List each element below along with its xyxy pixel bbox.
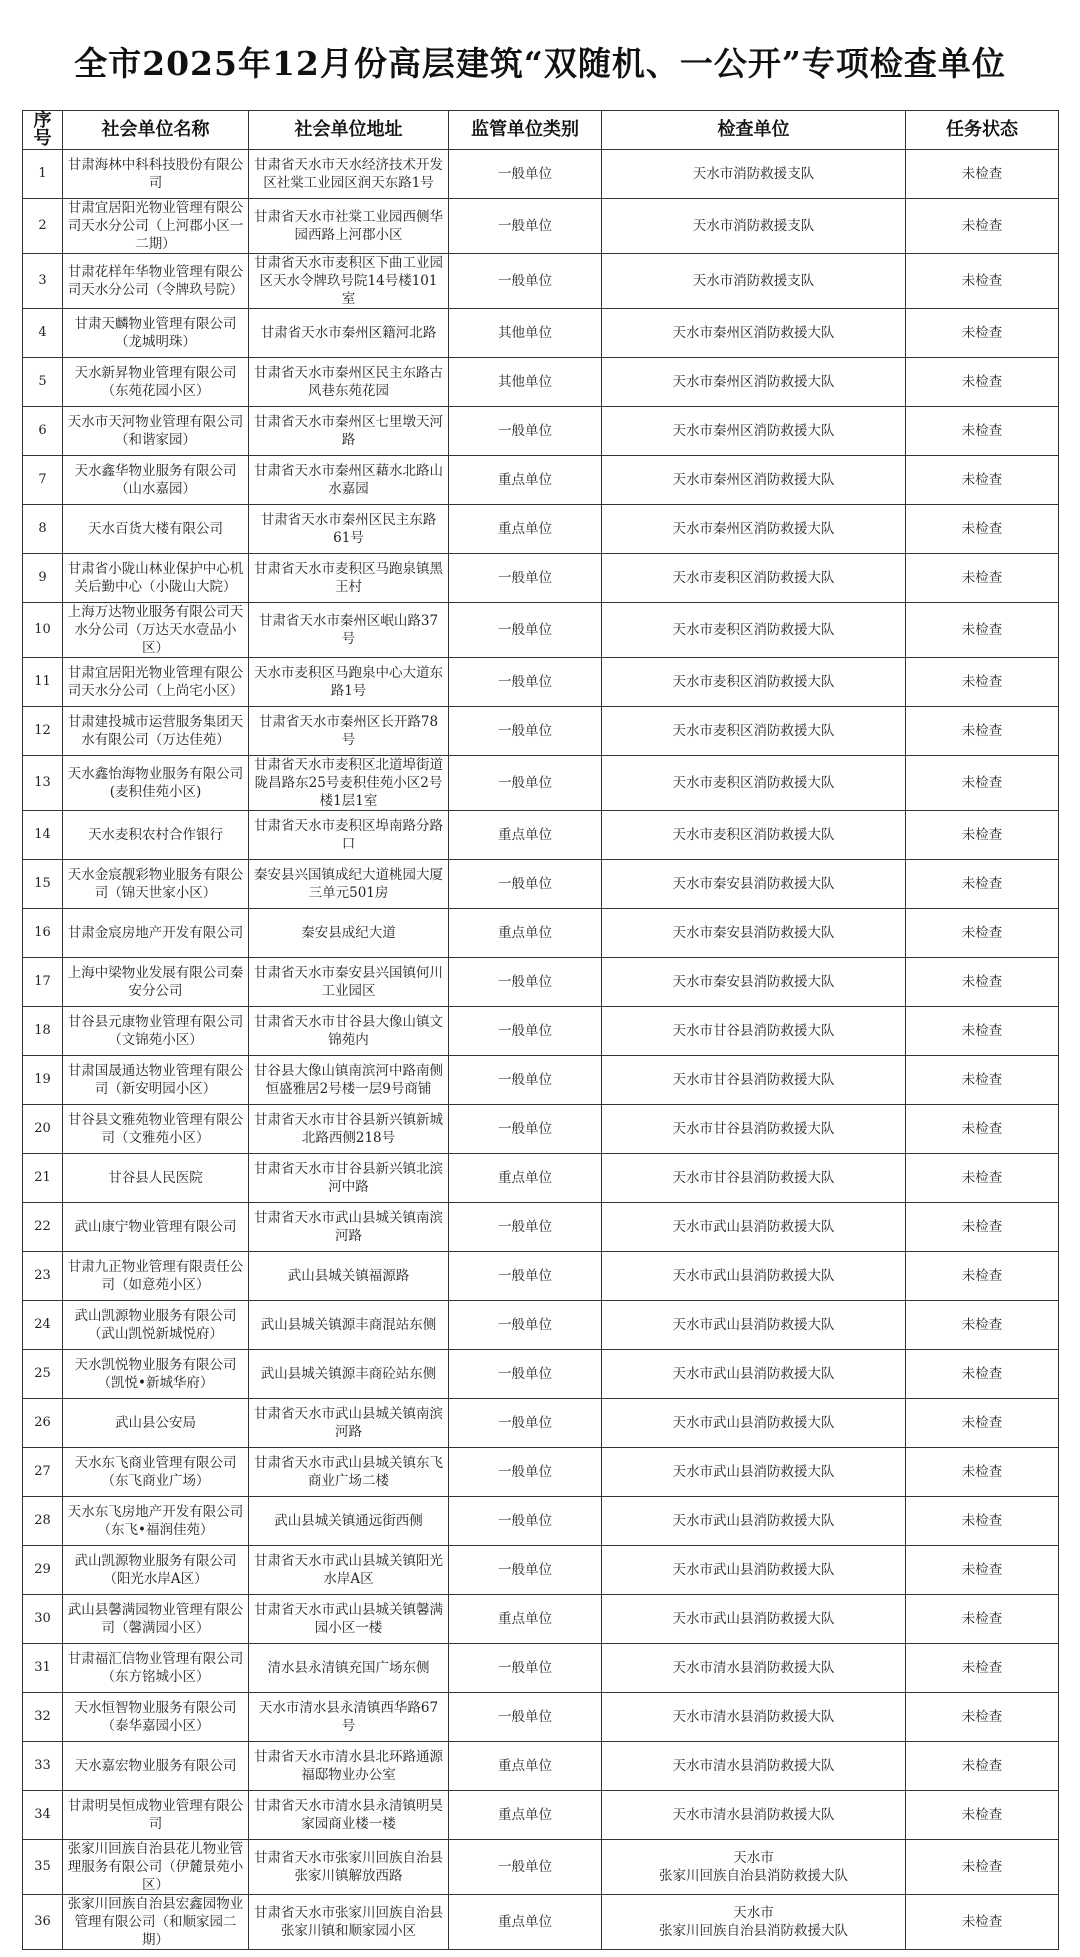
unit-name-cell: 甘肃天麟物业管理有限公司（龙城明珠） [63, 309, 249, 358]
category-cell: 一般单位 [449, 1350, 602, 1399]
unit-name-cell: 甘谷县人民医院 [63, 1154, 249, 1203]
unit-address-cell: 甘肃省天水市甘谷县新兴镇北滨河中路 [249, 1154, 449, 1203]
unit-address-cell: 甘肃省天水市张家川回族自治县张家川镇和顺家园小区 [249, 1895, 449, 1950]
unit-name-cell: 武山县公安局 [63, 1399, 249, 1448]
serial-cell: 9 [23, 554, 63, 603]
serial-cell: 15 [23, 860, 63, 909]
header-category: 监管单位类别 [449, 111, 602, 150]
status-cell: 未检查 [906, 1154, 1059, 1203]
serial-cell: 13 [23, 756, 63, 811]
table-row [23, 1497, 1059, 1546]
status-cell: 未检查 [906, 358, 1059, 407]
category-cell: 一般单位 [449, 756, 602, 811]
status-cell: 未检查 [906, 1693, 1059, 1742]
status-cell: 未检查 [906, 1399, 1059, 1448]
inspector-cell: 天水市清水县消防救援大队 [602, 1791, 906, 1840]
unit-name-cell: 天水恒智物业服务有限公司（泰华嘉园小区） [63, 1693, 249, 1742]
serial-cell: 29 [23, 1546, 63, 1595]
category-cell: 其他单位 [449, 358, 602, 407]
unit-address-cell: 清水县永清镇充国广场东侧 [249, 1644, 449, 1693]
unit-address-cell: 甘肃省天水市甘谷县大像山镇文锦苑内 [249, 1007, 449, 1056]
serial-cell: 27 [23, 1448, 63, 1497]
unit-address-cell: 甘肃省天水市秦州区民主东路古风巷东苑花园 [249, 358, 449, 407]
inspector-cell: 天水市武山县消防救援大队 [602, 1546, 906, 1595]
unit-address-cell: 甘肃省天水市清水县北环路通源福邸物业办公室 [249, 1742, 449, 1791]
inspector-cell: 天水市清水县消防救援大队 [602, 1644, 906, 1693]
unit-address-cell: 甘肃省天水市天水经济技术开发区社棠工业园区润天东路1号 [249, 150, 449, 199]
table-row [23, 1448, 1059, 1497]
inspector-cell: 天水市麦积区消防救援大队 [602, 658, 906, 707]
category-cell: 一般单位 [449, 958, 602, 1007]
serial-cell: 12 [23, 707, 63, 756]
category-cell: 重点单位 [449, 811, 602, 860]
serial-cell: 1 [23, 150, 63, 199]
inspector-cell: 天水市 张家川回族自治县消防救援大队 [602, 1840, 906, 1895]
serial-cell: 23 [23, 1252, 63, 1301]
status-cell: 未检查 [906, 603, 1059, 658]
table-row [23, 811, 1059, 860]
unit-name-cell: 武山凯源物业服务有限公司（阳光水岸A区） [63, 1546, 249, 1595]
unit-name-cell: 天水鑫华物业服务有限公司（山水嘉园） [63, 456, 249, 505]
unit-name-cell: 天水凯悦物业服务有限公司（凯悦•新城华府） [63, 1350, 249, 1399]
unit-address-cell: 甘肃省天水市秦州区藉水北路山水嘉园 [249, 456, 449, 505]
table-row [23, 505, 1059, 554]
status-cell: 未检查 [906, 909, 1059, 958]
table-row [23, 1203, 1059, 1252]
unit-address-cell: 甘肃省天水市秦州区长开路78号 [249, 707, 449, 756]
table-row [23, 1105, 1059, 1154]
inspector-cell: 天水市秦州区消防救援大队 [602, 358, 906, 407]
unit-name-cell: 甘肃明昊恒成物业管理有限公司 [63, 1791, 249, 1840]
inspector-cell: 天水市秦州区消防救援大队 [602, 456, 906, 505]
inspector-cell: 天水市武山县消防救援大队 [602, 1301, 906, 1350]
unit-name-cell: 上海万达物业服务有限公司天水分公司（万达天水壹品小区） [63, 603, 249, 658]
inspector-cell: 天水市秦州区消防救援大队 [602, 407, 906, 456]
table-row [23, 1595, 1059, 1644]
unit-name-cell: 甘肃花样年华物业管理有限公司天水分公司（令牌玖号院） [63, 254, 249, 309]
status-cell: 未检查 [906, 505, 1059, 554]
serial-cell: 8 [23, 505, 63, 554]
table-row [23, 658, 1059, 707]
inspector-cell: 天水市甘谷县消防救援大队 [602, 1105, 906, 1154]
status-cell: 未检查 [906, 1644, 1059, 1693]
table-row [23, 1350, 1059, 1399]
inspector-cell: 天水市清水县消防救援大队 [602, 1742, 906, 1791]
header-status: 任务状态 [906, 111, 1059, 150]
unit-address-cell: 甘肃省天水市秦安县兴国镇何川工业园区 [249, 958, 449, 1007]
unit-address-cell: 甘肃省天水市麦积区北道埠街道陇昌路东25号麦积佳苑小区2号楼1层1室 [249, 756, 449, 811]
unit-name-cell: 天水金宸靓彩物业服务有限公司（锦天世家小区） [63, 860, 249, 909]
inspector-cell: 天水市甘谷县消防救援大队 [602, 1154, 906, 1203]
status-cell: 未检查 [906, 407, 1059, 456]
inspector-cell: 天水市 张家川回族自治县消防救援大队 [602, 1895, 906, 1950]
category-cell: 一般单位 [449, 1448, 602, 1497]
status-cell: 未检查 [906, 1497, 1059, 1546]
unit-address-cell: 甘肃省天水市武山县城关镇南滨河路 [249, 1203, 449, 1252]
inspector-cell: 天水市消防救援支队 [602, 199, 906, 254]
status-cell: 未检查 [906, 860, 1059, 909]
unit-address-cell: 武山县城关镇源丰商混站东侧 [249, 1301, 449, 1350]
category-cell: 重点单位 [449, 1595, 602, 1644]
category-cell: 一般单位 [449, 1497, 602, 1546]
status-cell: 未检查 [906, 1301, 1059, 1350]
unit-name-cell: 天水鑫怡海物业服务有限公司(麦积佳苑小区) [63, 756, 249, 811]
status-cell: 未检查 [906, 1742, 1059, 1791]
category-cell: 一般单位 [449, 658, 602, 707]
category-cell: 一般单位 [449, 1546, 602, 1595]
page-title: 全市2025年12月份高层建筑“双随机、一公开”专项检查单位 [74, 44, 1006, 83]
unit-name-cell: 天水新昇物业管理有限公司（东苑花园小区） [63, 358, 249, 407]
serial-cell: 25 [23, 1350, 63, 1399]
serial-cell: 16 [23, 909, 63, 958]
category-cell: 重点单位 [449, 1154, 602, 1203]
inspector-cell: 天水市秦州区消防救援大队 [602, 505, 906, 554]
inspector-cell: 天水市秦安县消防救援大队 [602, 860, 906, 909]
serial-cell: 20 [23, 1105, 63, 1154]
status-cell: 未检查 [906, 456, 1059, 505]
table-row [23, 254, 1059, 309]
serial-cell: 31 [23, 1644, 63, 1693]
unit-address-cell: 武山县城关镇源丰商砼站东侧 [249, 1350, 449, 1399]
status-cell: 未检查 [906, 1105, 1059, 1154]
unit-address-cell: 秦安县成纪大道 [249, 909, 449, 958]
serial-cell: 14 [23, 811, 63, 860]
unit-address-cell: 甘肃省天水市麦积区下曲工业园区天水令牌玖号院14号楼101室 [249, 254, 449, 309]
unit-address-cell: 甘肃省天水市麦积区埠南路分路口 [249, 811, 449, 860]
status-cell: 未检查 [906, 1895, 1059, 1950]
category-cell: 一般单位 [449, 1399, 602, 1448]
serial-cell: 32 [23, 1693, 63, 1742]
unit-name-cell: 甘谷县元康物业管理有限公司（文锦苑小区） [63, 1007, 249, 1056]
inspector-cell: 天水市秦安县消防救援大队 [602, 909, 906, 958]
table-row [23, 707, 1059, 756]
inspector-cell: 天水市武山县消防救援大队 [602, 1252, 906, 1301]
table-row [23, 756, 1059, 811]
unit-name-cell: 张家川回族自治县宏鑫园物业管理有限公司（和顺家园二期） [63, 1895, 249, 1950]
status-cell: 未检查 [906, 1252, 1059, 1301]
inspector-cell: 天水市武山县消防救援大队 [602, 1595, 906, 1644]
status-cell: 未检查 [906, 254, 1059, 309]
inspector-cell: 天水市武山县消防救援大队 [602, 1399, 906, 1448]
table-row [23, 1742, 1059, 1791]
header-inspector: 检查单位 [602, 111, 906, 150]
serial-cell: 10 [23, 603, 63, 658]
status-cell: 未检查 [906, 150, 1059, 199]
unit-name-cell: 甘肃宜居阳光物业管理有限公司天水分公司（上河郡小区一二期） [63, 199, 249, 254]
inspector-cell: 天水市秦安县消防救援大队 [602, 958, 906, 1007]
unit-address-cell: 甘肃省天水市清水县永清镇明昊家园商业楼一楼 [249, 1791, 449, 1840]
inspector-cell: 天水市麦积区消防救援大队 [602, 554, 906, 603]
category-cell: 一般单位 [449, 603, 602, 658]
unit-name-cell: 天水市天河物业管理有限公司（和谐家园） [63, 407, 249, 456]
table-row [23, 1791, 1059, 1840]
unit-address-cell: 甘肃省天水市甘谷县新兴镇新城北路西侧218号 [249, 1105, 449, 1154]
table-row [23, 554, 1059, 603]
status-cell: 未检查 [906, 1203, 1059, 1252]
serial-cell: 34 [23, 1791, 63, 1840]
category-cell: 一般单位 [449, 1252, 602, 1301]
inspector-cell: 天水市麦积区消防救援大队 [602, 603, 906, 658]
serial-cell: 33 [23, 1742, 63, 1791]
inspector-cell: 天水市武山县消防救援大队 [602, 1497, 906, 1546]
inspector-cell: 天水市武山县消防救援大队 [602, 1350, 906, 1399]
category-cell: 重点单位 [449, 1895, 602, 1950]
serial-cell: 3 [23, 254, 63, 309]
unit-address-cell: 甘肃省天水市麦积区马跑泉镇黑王村 [249, 554, 449, 603]
table-row [23, 358, 1059, 407]
unit-name-cell: 甘谷县文雅苑物业管理有限公司（文雅苑小区） [63, 1105, 249, 1154]
unit-name-cell: 甘肃建投城市运营服务集团天水有限公司（万达佳苑） [63, 707, 249, 756]
inspector-cell: 天水市秦州区消防救援大队 [602, 309, 906, 358]
table-row [23, 1840, 1059, 1895]
unit-name-cell: 天水东飞商业管理有限公司（东飞商业广场） [63, 1448, 249, 1497]
unit-address-cell: 甘肃省天水市武山县城关镇阳光水岸A区 [249, 1546, 449, 1595]
table-row [23, 309, 1059, 358]
category-cell: 一般单位 [449, 1644, 602, 1693]
inspector-cell: 天水市武山县消防救援大队 [602, 1203, 906, 1252]
serial-cell: 2 [23, 199, 63, 254]
category-cell: 一般单位 [449, 1693, 602, 1742]
category-cell: 一般单位 [449, 1840, 602, 1895]
inspector-cell: 天水市麦积区消防救援大队 [602, 707, 906, 756]
category-cell: 一般单位 [449, 1105, 602, 1154]
inspector-cell: 天水市麦积区消防救援大队 [602, 811, 906, 860]
serial-cell: 28 [23, 1497, 63, 1546]
unit-address-cell: 天水市清水县永清镇西华路67号 [249, 1693, 449, 1742]
table-header-row [23, 111, 1059, 150]
unit-name-cell: 甘肃宜居阳光物业管理有限公司天水分公司（上尚宅小区） [63, 658, 249, 707]
unit-name-cell: 甘肃海林中科科技股份有限公司 [63, 150, 249, 199]
category-cell: 一般单位 [449, 1203, 602, 1252]
status-cell: 未检查 [906, 1840, 1059, 1895]
category-cell: 一般单位 [449, 860, 602, 909]
status-cell: 未检查 [906, 756, 1059, 811]
unit-address-cell: 甘肃省天水市秦州区岷山路37号 [249, 603, 449, 658]
header-serial: 序号 [23, 111, 63, 150]
status-cell: 未检查 [906, 811, 1059, 860]
category-cell: 一般单位 [449, 150, 602, 199]
serial-cell: 7 [23, 456, 63, 505]
category-cell: 重点单位 [449, 1791, 602, 1840]
unit-address-cell: 天水市麦积区马跑泉中心大道东路1号 [249, 658, 449, 707]
header-unit-address: 社会单位地址 [249, 111, 449, 150]
inspector-cell: 天水市武山县消防救援大队 [602, 1448, 906, 1497]
serial-cell: 18 [23, 1007, 63, 1056]
unit-name-cell: 甘肃国晟通达物业管理有限公司（新安明园小区） [63, 1056, 249, 1105]
serial-cell: 26 [23, 1399, 63, 1448]
unit-name-cell: 天水百货大楼有限公司 [63, 505, 249, 554]
table-row [23, 1007, 1059, 1056]
status-cell: 未检查 [906, 1007, 1059, 1056]
unit-name-cell: 武山康宁物业管理有限公司 [63, 1203, 249, 1252]
status-cell: 未检查 [906, 958, 1059, 1007]
inspector-cell: 天水市麦积区消防救援大队 [602, 756, 906, 811]
category-cell: 重点单位 [449, 909, 602, 958]
table-row [23, 1056, 1059, 1105]
inspector-cell: 天水市甘谷县消防救援大队 [602, 1007, 906, 1056]
unit-name-cell: 甘肃福汇信物业管理有限公司（东方铭城小区） [63, 1644, 249, 1693]
serial-cell: 21 [23, 1154, 63, 1203]
table-row [23, 1154, 1059, 1203]
unit-address-cell: 甘肃省天水市秦州区民主东路61号 [249, 505, 449, 554]
unit-name-cell: 张家川回族自治县花儿物业管理服务有限公司（伊麓景苑小区） [63, 1840, 249, 1895]
inspector-cell: 天水市甘谷县消防救援大队 [602, 1056, 906, 1105]
table-row [23, 860, 1059, 909]
status-cell: 未检查 [906, 199, 1059, 254]
status-cell: 未检查 [906, 1056, 1059, 1105]
status-cell: 未检查 [906, 1350, 1059, 1399]
serial-cell: 22 [23, 1203, 63, 1252]
category-cell: 一般单位 [449, 407, 602, 456]
table-row [23, 958, 1059, 1007]
category-cell: 一般单位 [449, 199, 602, 254]
unit-address-cell: 武山县城关镇通远街西侧 [249, 1497, 449, 1546]
status-cell: 未检查 [906, 554, 1059, 603]
unit-name-cell: 天水麦积农村合作银行 [63, 811, 249, 860]
unit-name-cell: 武山县馨满园物业管理有限公司（馨满园小区） [63, 1595, 249, 1644]
header-unit-name: 社会单位名称 [63, 111, 249, 150]
status-cell: 未检查 [906, 1448, 1059, 1497]
category-cell: 一般单位 [449, 707, 602, 756]
unit-address-cell: 甘肃省天水市武山县城关镇南滨河路 [249, 1399, 449, 1448]
serial-cell: 11 [23, 658, 63, 707]
table-row [23, 1895, 1059, 1950]
category-cell: 其他单位 [449, 309, 602, 358]
category-cell: 一般单位 [449, 1056, 602, 1105]
serial-cell: 30 [23, 1595, 63, 1644]
category-cell: 重点单位 [449, 505, 602, 554]
table-row [23, 199, 1059, 254]
unit-name-cell: 甘肃九正物业管理有限责任公司（如意苑小区） [63, 1252, 249, 1301]
category-cell: 一般单位 [449, 254, 602, 309]
status-cell: 未检查 [906, 707, 1059, 756]
unit-name-cell: 甘肃省小陇山林业保护中心机关后勤中心（小陇山大院） [63, 554, 249, 603]
serial-cell: 36 [23, 1895, 63, 1950]
unit-address-cell: 甘谷县大像山镇南滨河中路南侧恒盛雅居2号楼一层9号商铺 [249, 1056, 449, 1105]
unit-address-cell: 甘肃省天水市武山县城关镇馨满园小区一楼 [249, 1595, 449, 1644]
status-cell: 未检查 [906, 309, 1059, 358]
serial-cell: 17 [23, 958, 63, 1007]
table-row [23, 1546, 1059, 1595]
status-cell: 未检查 [906, 1595, 1059, 1644]
serial-cell: 19 [23, 1056, 63, 1105]
unit-address-cell: 甘肃省天水市张家川回族自治县张家川镇解放西路 [249, 1840, 449, 1895]
serial-cell: 6 [23, 407, 63, 456]
serial-cell: 24 [23, 1301, 63, 1350]
inspector-cell: 天水市消防救援支队 [602, 254, 906, 309]
table-row [23, 1301, 1059, 1350]
unit-name-cell: 武山凯源物业服务有限公司（武山凯悦新城悦府） [63, 1301, 249, 1350]
status-cell: 未检查 [906, 1546, 1059, 1595]
category-cell: 一般单位 [449, 1007, 602, 1056]
unit-address-cell: 甘肃省天水市秦州区七里墩天河路 [249, 407, 449, 456]
unit-address-cell: 武山县城关镇福源路 [249, 1252, 449, 1301]
category-cell: 重点单位 [449, 456, 602, 505]
table-row [23, 1644, 1059, 1693]
table-row [23, 407, 1059, 456]
inspector-cell: 天水市消防救援支队 [602, 150, 906, 199]
unit-address-cell: 甘肃省天水市秦州区籍河北路 [249, 309, 449, 358]
status-cell: 未检查 [906, 658, 1059, 707]
status-cell: 未检查 [906, 1791, 1059, 1840]
serial-cell: 4 [23, 309, 63, 358]
table-row [23, 150, 1059, 199]
category-cell: 一般单位 [449, 1301, 602, 1350]
unit-address-cell: 甘肃省天水市武山县城关镇东飞商业广场二楼 [249, 1448, 449, 1497]
unit-name-cell: 甘肃金宸房地产开发有限公司 [63, 909, 249, 958]
serial-cell: 35 [23, 1840, 63, 1895]
unit-name-cell: 天水嘉宏物业服务有限公司 [63, 1742, 249, 1791]
inspector-cell: 天水市清水县消防救援大队 [602, 1693, 906, 1742]
table-row [23, 1693, 1059, 1742]
category-cell: 一般单位 [449, 554, 602, 603]
table-row [23, 603, 1059, 658]
unit-name-cell: 天水东飞房地产开发有限公司（东飞•福润佳苑） [63, 1497, 249, 1546]
unit-address-cell: 秦安县兴国镇成纪大道桃园大厦三单元501房 [249, 860, 449, 909]
table-row [23, 909, 1059, 958]
unit-name-cell: 上海中梁物业发展有限公司秦安分公司 [63, 958, 249, 1007]
table-row [23, 1399, 1059, 1448]
unit-address-cell: 甘肃省天水市社棠工业园西侧华园西路上河郡小区 [249, 199, 449, 254]
inspection-table [22, 110, 1059, 1950]
table-row [23, 456, 1059, 505]
category-cell: 重点单位 [449, 1742, 602, 1791]
table-row [23, 1252, 1059, 1301]
serial-cell: 5 [23, 358, 63, 407]
